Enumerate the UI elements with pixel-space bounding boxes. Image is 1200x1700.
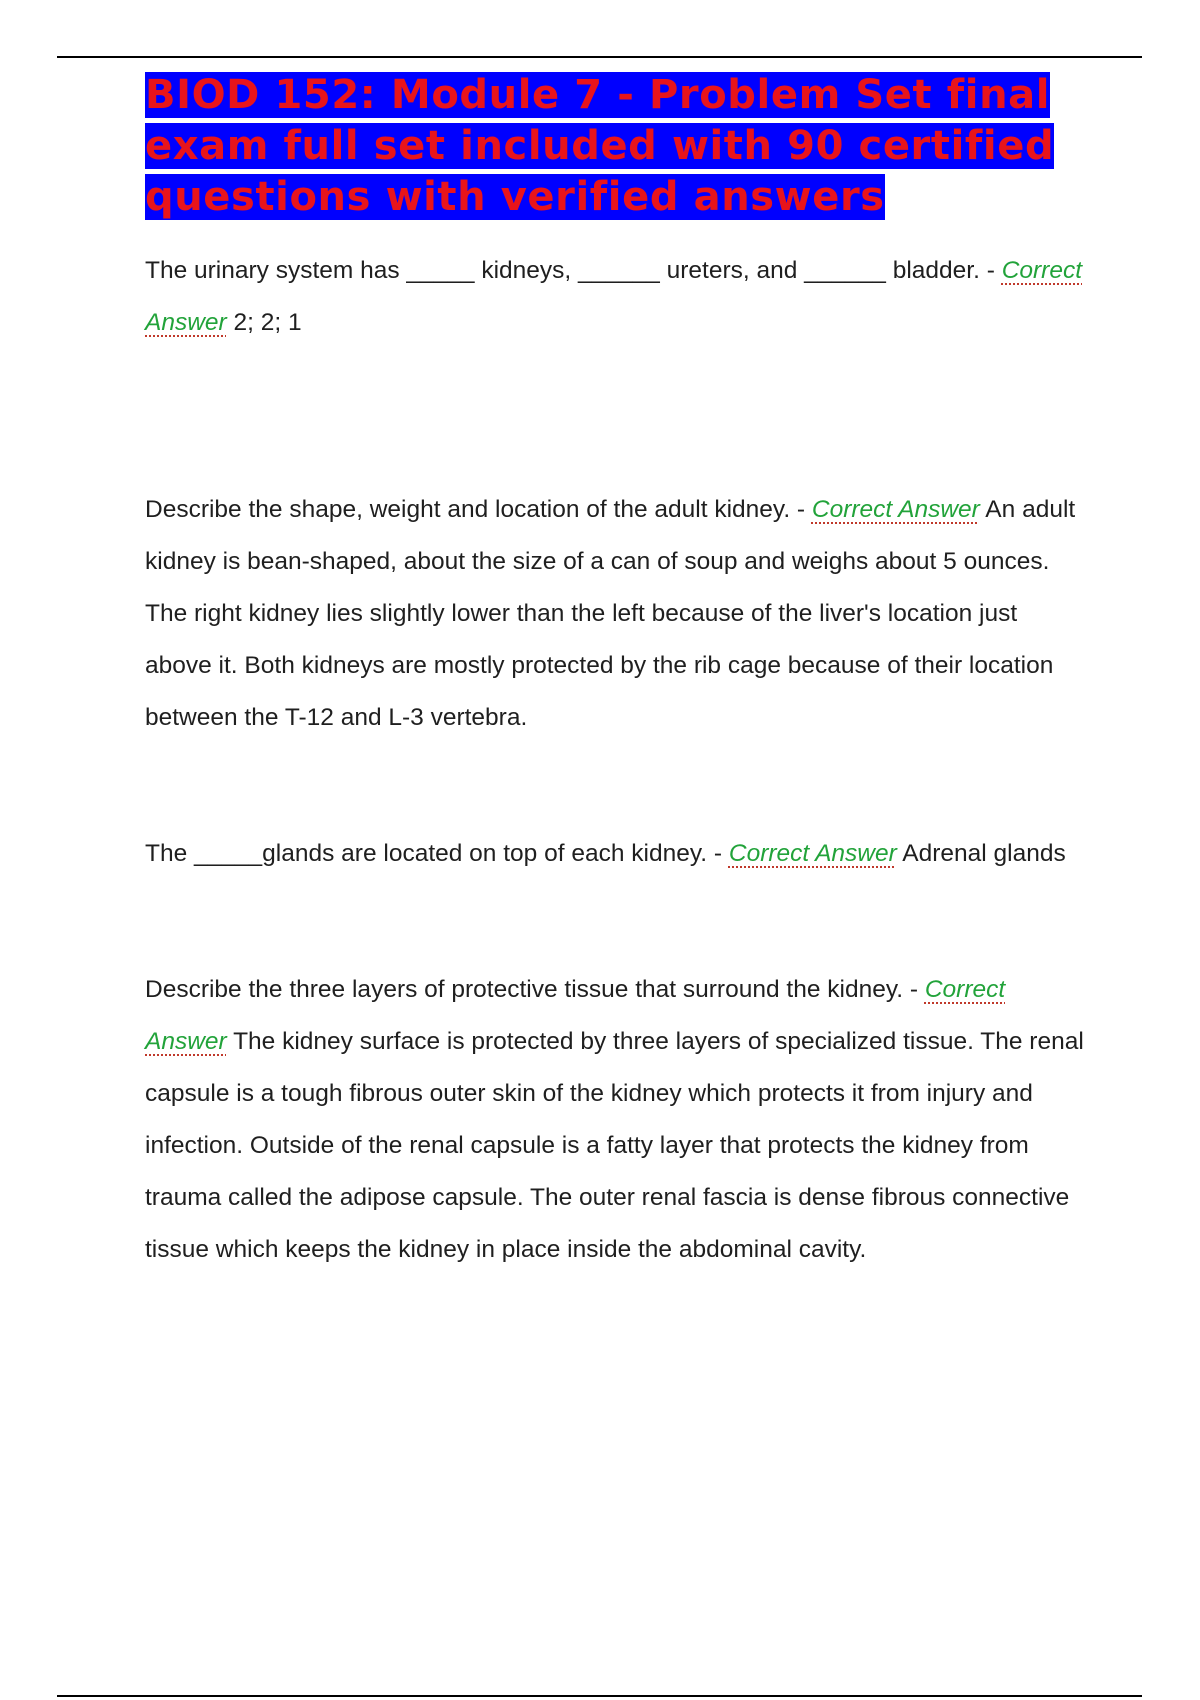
separator: -: [707, 840, 729, 867]
correct-answer-label: Correct Answer: [728, 840, 897, 867]
separator: -: [903, 976, 925, 1003]
bottom-rule: [57, 1695, 1142, 1697]
separator: -: [790, 496, 812, 523]
question-text: Describe the three layers of protective tissue that surround the kidney.: [145, 976, 904, 1003]
answer-text: The kidney surface is protected by three layers of specialized tissue. The renal capsule is a tough fibrous outer skin of the kidney which protects it from injury and infection. Outside of the renal capsule is a fatty layer that protects the kidney from trauma called the adipose capsule. The outer renal fascia is dense fibrous connective tissue which keeps the kidney in place inside the abdominal cavity.: [145, 1028, 1084, 1263]
answer-text: Adrenal glands: [902, 840, 1066, 867]
qa-item-2: [145, 484, 1090, 744]
separator: -: [979, 257, 1002, 284]
correct-answer-label: Correct Answer: [145, 976, 1006, 1055]
correct-answer-label: Correct Answer: [145, 257, 1083, 336]
qa-item-3: [145, 828, 1090, 880]
answer-text: An adult kidney is bean-shaped, about the size of a can of soup and weighs about 5 ounces. The right kidney lies slightly lower than the left because of the liver's location just above it. Both kidneys are mostly protected by the rib cage because of their location between the T-12 and L-3 vertebra.: [145, 496, 1076, 731]
qa-item-1: [145, 245, 1090, 349]
document-body: [145, 70, 1090, 1276]
document-title-text: BIOD 152: Module 7 - Problem Set final exam full set included with 90 certified questions with verified answers: [145, 72, 1055, 220]
document-title: [145, 70, 1090, 223]
qa-item-4: [145, 964, 1090, 1276]
correct-answer-label: Correct Answer: [811, 496, 980, 523]
question-text: Describe the shape, weight and location of the adult kidney.: [145, 496, 791, 523]
top-rule: [57, 56, 1142, 58]
question-text: The urinary system has _____ kidneys, ______ ureters, and ______ bladder.: [145, 257, 980, 284]
question-text: The _____glands are located on top of each kidney.: [145, 840, 708, 867]
answer-text: 2; 2; 1: [233, 309, 302, 336]
